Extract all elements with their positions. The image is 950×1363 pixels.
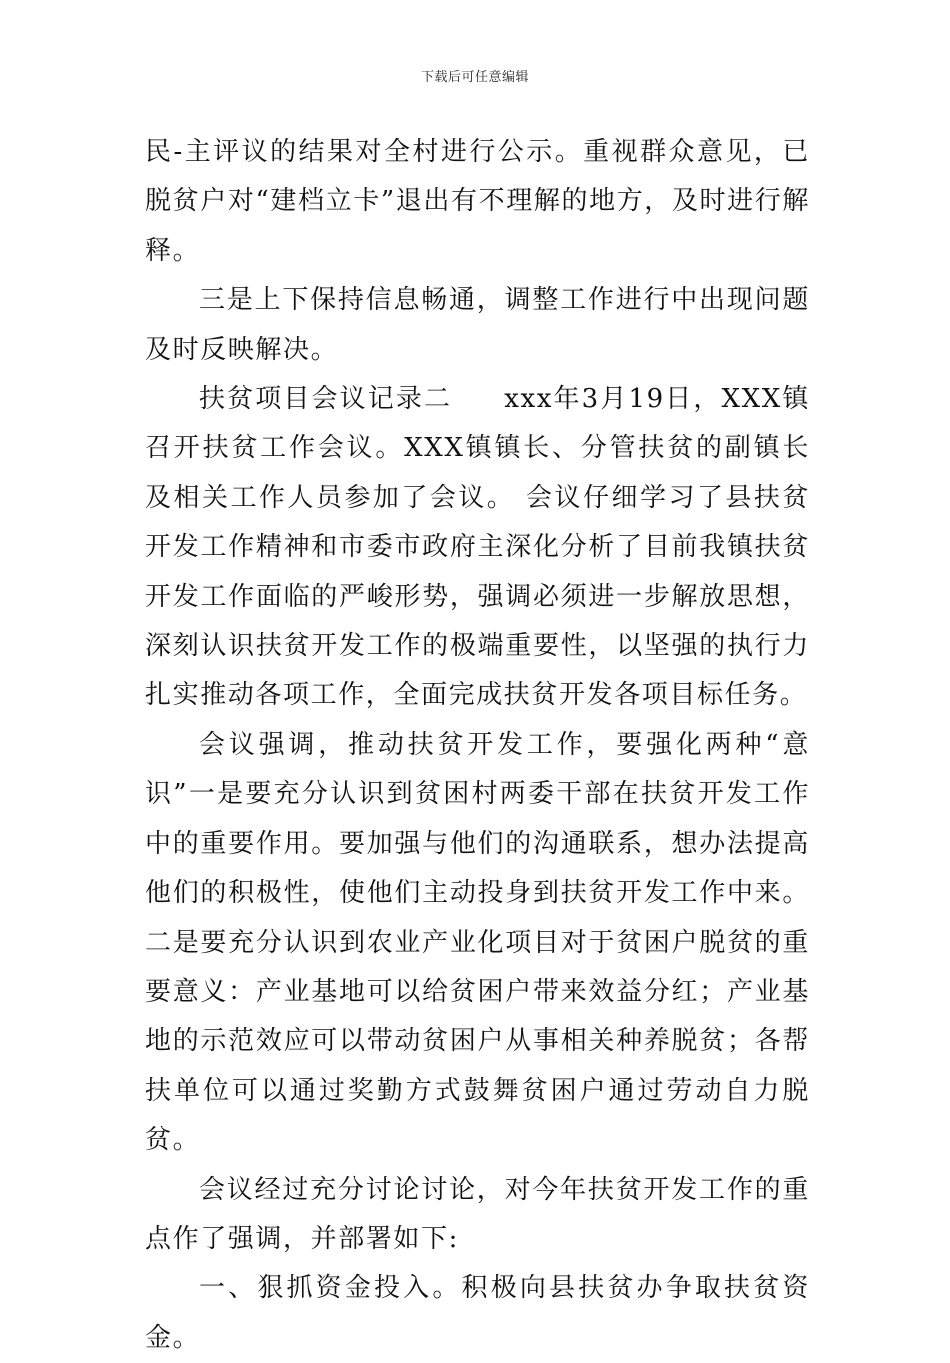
paragraph: 会议经过充分讨论讨论，对今年扶贫开发工作的重点作了强调，并部署如下:	[145, 1174, 810, 1254]
section-heading: 扶贫项目会议记录二	[199, 384, 453, 415]
paragraph: 民-主评议的结果对全村进行公示。重视群众意见，已脱贫户对“建档立卡”退出有不理解的地方，及时进行解释。	[145, 137, 810, 266]
document-body	[145, 128, 810, 1363]
paragraph: 三是上下保持信息畅通，调整工作进行中出现问题及时反映解决。	[145, 285, 810, 365]
paragraph	[145, 375, 810, 721]
paragraph: 一、狠抓资金投入。积极向县扶贫办争取扶贫资金。	[145, 1273, 810, 1353]
paragraph: 会议强调，推动扶贫开发工作，要强化两种“意识”一是要充分认识到贫困村两委干部在扶贫开发工作中的重要作用。要加强与他们的沟通联系，想办法提高他们的积极性，使他们主动投身到扶贫开发工作中来。二是要充分认识到农业产业化项目对于贫困户脱贫的重要意义：产业基地可以给贫困户带来效益分红；产业基地的示范效应可以带动贫困户从事相关种养脱贫；各帮扶单位可以通过奖勤方式鼓舞贫困户通过劳动自力脱贫。	[145, 729, 810, 1156]
paragraph-text: xxx年3月19日，XXX镇召开扶贫工作会议。XXX镇镇长、分管扶贫的副镇长及相关工作人员参加了会议。 会议仔细学习了县扶贫开发工作精神和市委市政府主深化分析了目前我镇扶贫开发工作面临的严峻形势，强调必须进一步解放思想，深刻认识扶贫开发工作的极端重要性，以坚强的执行力扎实推动各项工作，全面完成扶贫开发各项目标任务。	[145, 384, 811, 711]
page-header: 下载后可任意编辑	[420, 70, 529, 85]
